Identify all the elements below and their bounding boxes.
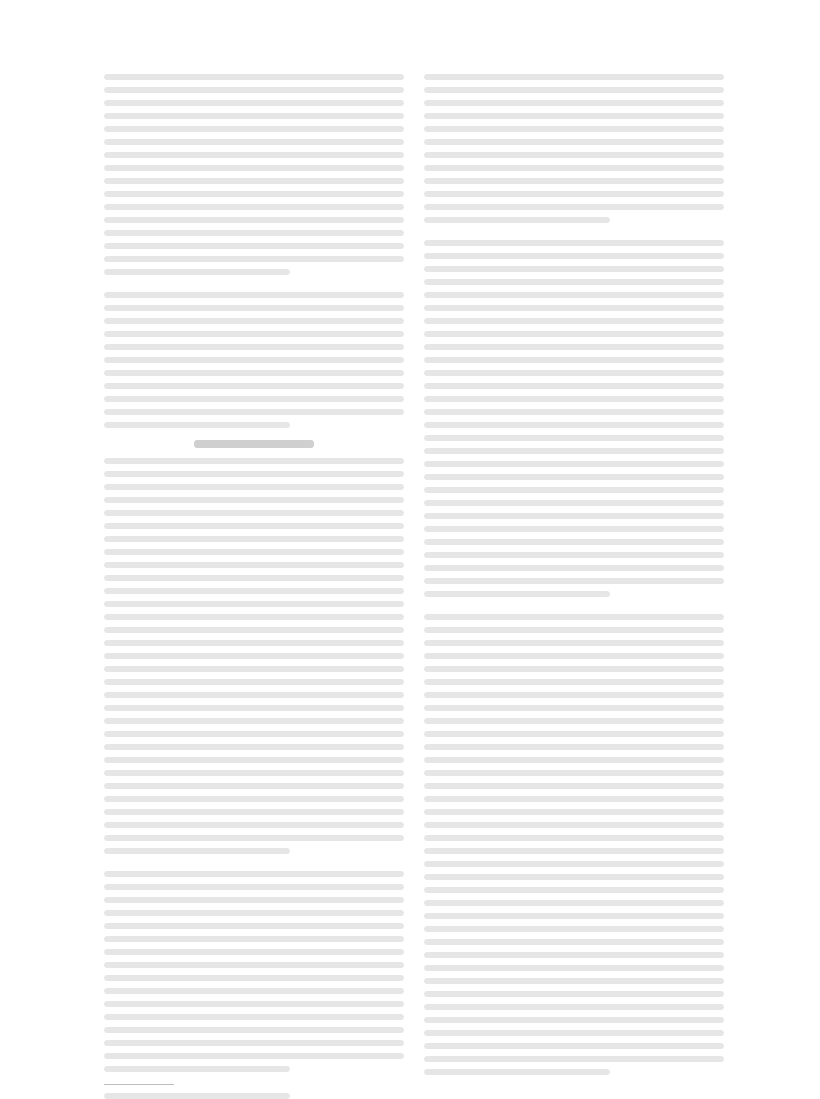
right-text-column xyxy=(424,74,724,1024)
section-heading xyxy=(194,440,314,448)
footnote-rule xyxy=(104,1084,174,1085)
running-header xyxy=(104,40,724,58)
left-text-column xyxy=(104,74,404,1024)
footnote xyxy=(104,1093,290,1099)
